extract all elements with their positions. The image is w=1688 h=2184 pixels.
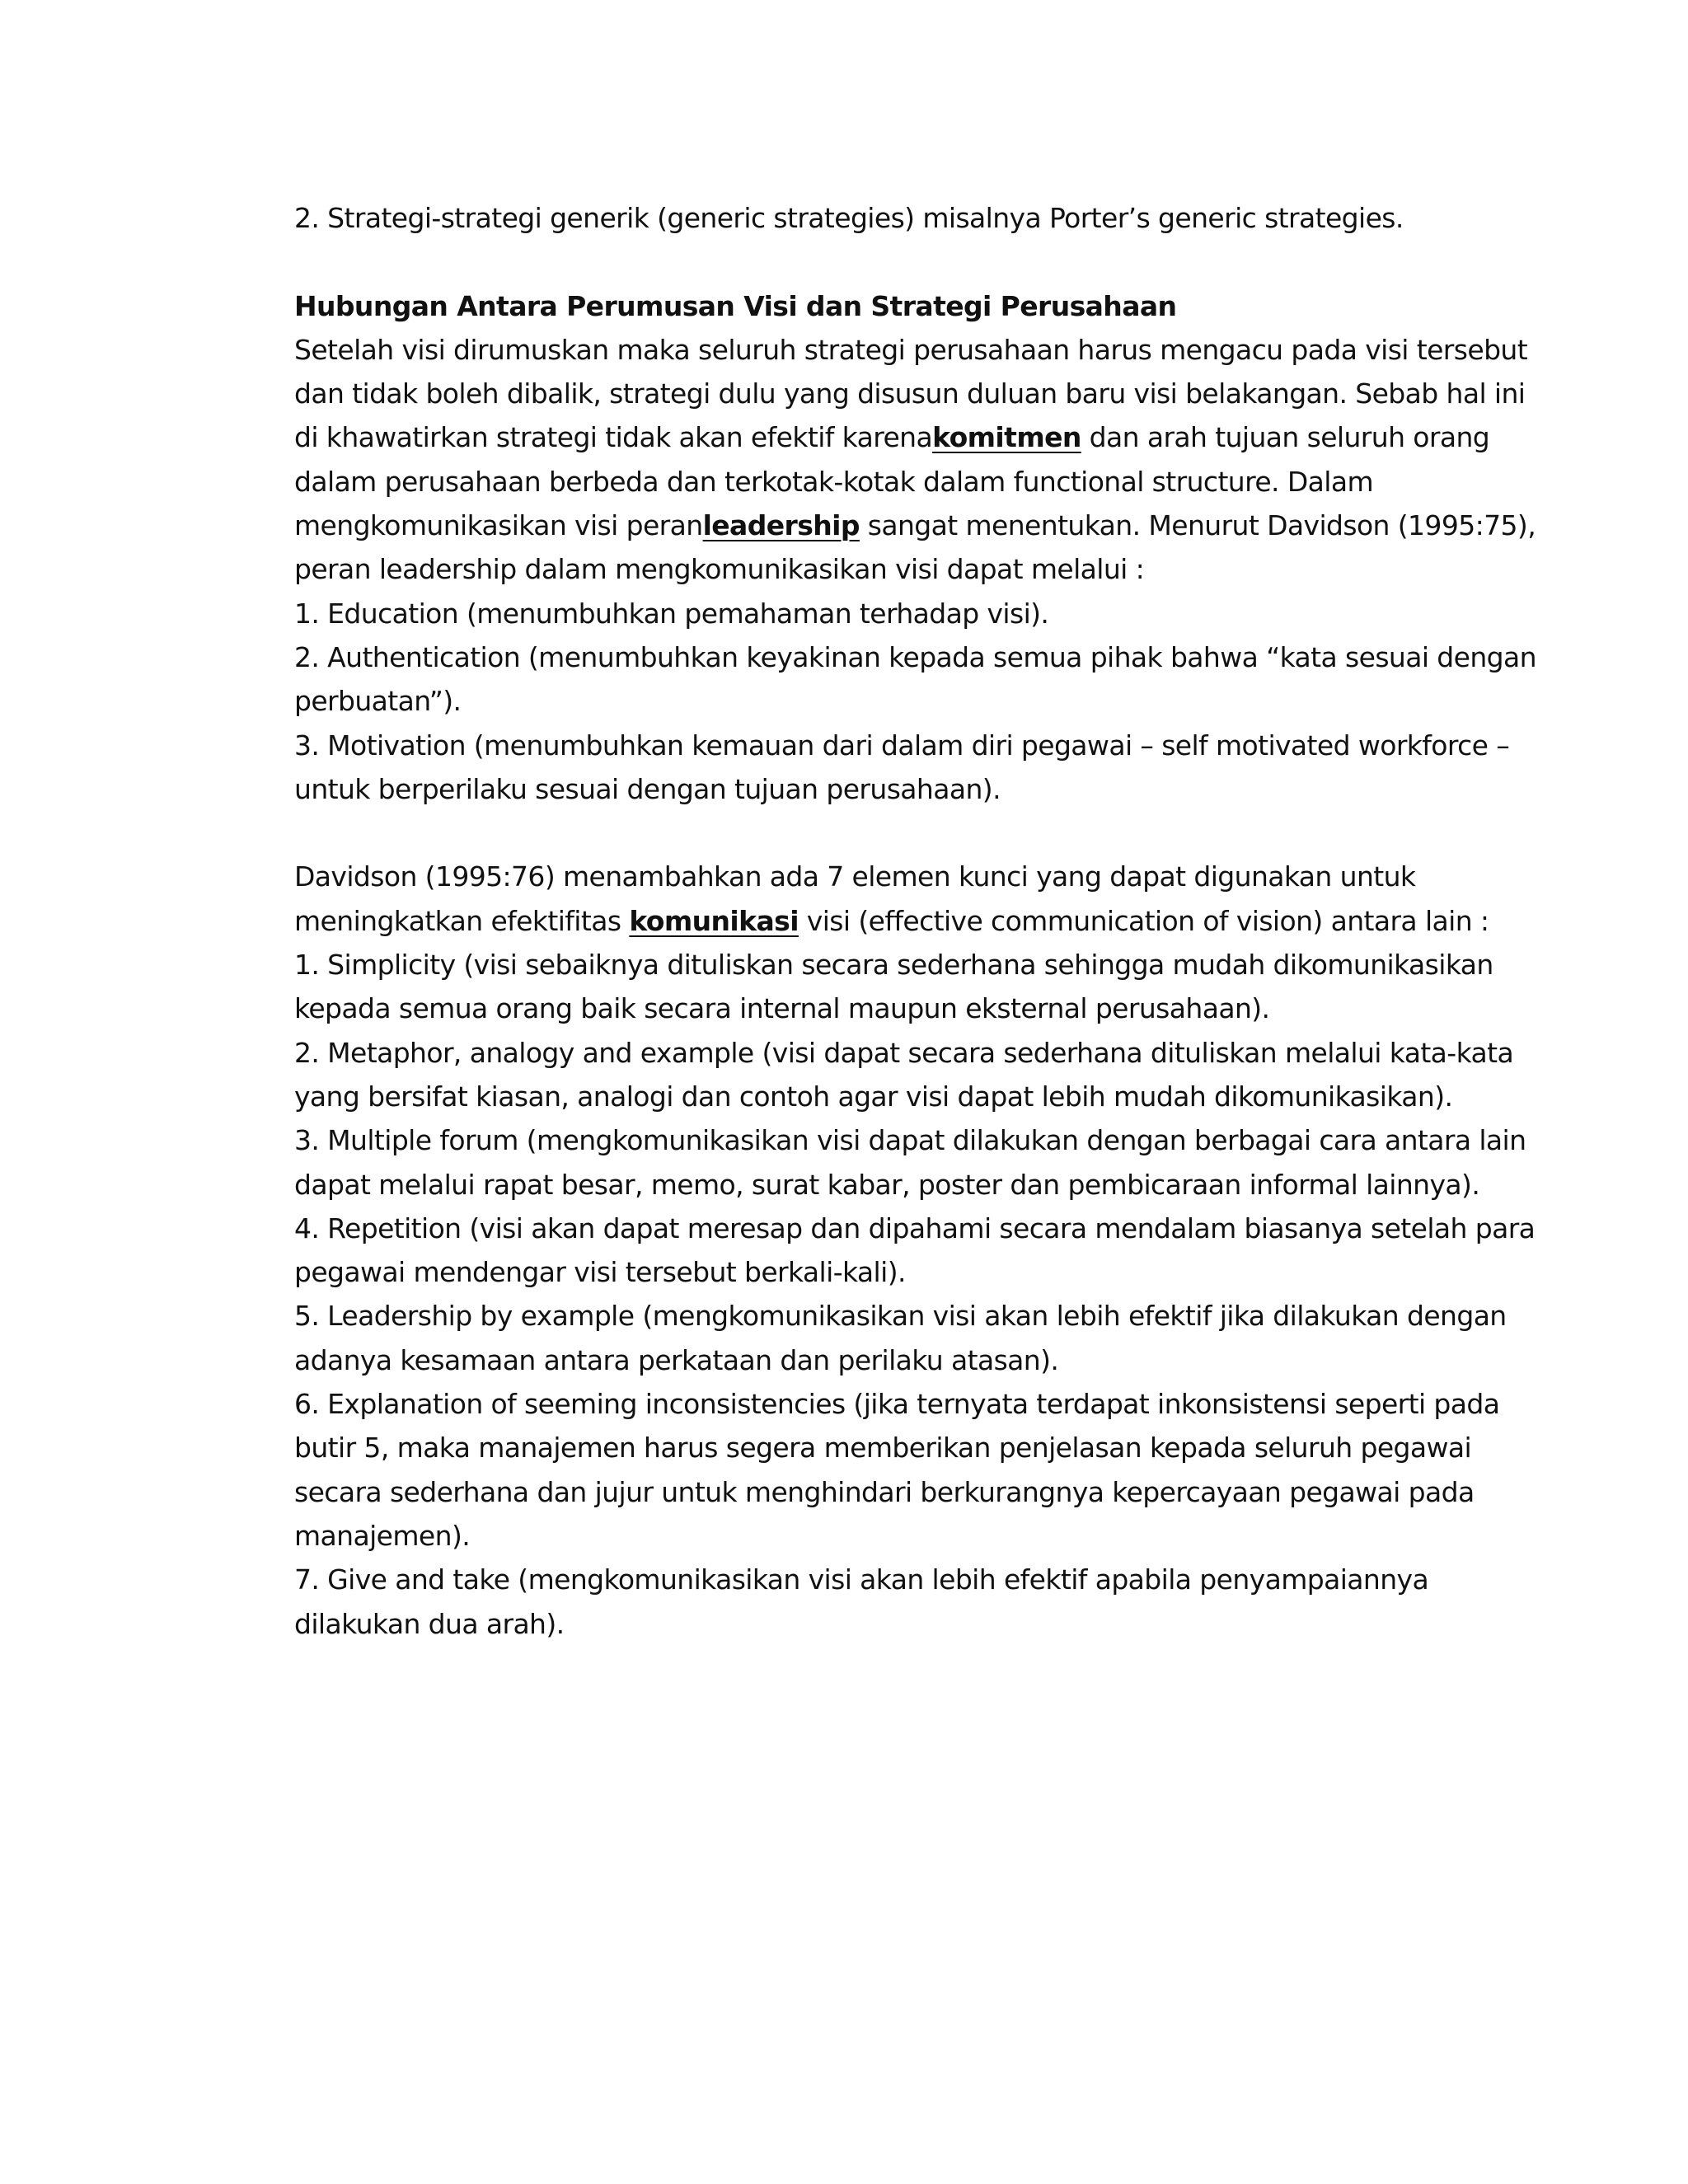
paragraph-line: peran leadership dalam mengkomunikasikan visi dapat melalui : (294, 553, 1145, 586)
list-item-continuation: dilakukan dua arah). (294, 1607, 565, 1640)
document-page (294, 196, 1536, 1646)
list-item-continuation: adanya kesamaan antara perkataan dan perilaku atasan). (294, 1343, 1059, 1376)
paragraph-line (294, 504, 1536, 547)
list-item: 2. Authentication (menumbuhkan keyakinan kepada semua pihak bahwa “kata sesuai dengan (294, 640, 1536, 673)
list-item: 5. Leadership by example (mengkomunikasikan visi akan lebih efektif jika dilakukan dengan (294, 1300, 1507, 1333)
list-item: 1. Education (menumbuhkan pemahaman terhadap visi). (294, 597, 1049, 630)
list-item-continuation: yang bersifat kiasan, analogi dan contoh agar visi dapat lebih mudah dikomunikasikan). (294, 1080, 1453, 1113)
list-item: 3. Multiple forum (mengkomunikasikan visi dapat dilakukan dengan berbagai cara antara lain (294, 1124, 1526, 1157)
text-run: di khawatirkan strategi tidak akan efektif karena (294, 421, 933, 454)
list-item: 6. Explanation of seeming inconsistencies (jika ternyata terdapat inkonsistensi seperti pada (294, 1388, 1500, 1421)
list-item-continuation: secara sederhana dan jujur untuk menghindari berkurangnya kepercayaan pegawai pada (294, 1475, 1475, 1508)
section-heading: Hubungan Antara Perumusan Visi dan Strategi Perusahaan (294, 289, 1177, 322)
list-item-continuation: perbuatan”). (294, 685, 462, 718)
intro-list-item: 2. Strategi-strategi generik (generic strategies) misalnya Porter’s generic strategies. (294, 202, 1404, 234)
paragraph-line: dan tidak boleh dibalik, strategi dulu yang disusun duluan baru visi belakangan. Sebab hal ini (294, 377, 1526, 410)
list-item-continuation: pegawai mendengar visi tersebut berkali-kali). (294, 1256, 906, 1289)
paragraph-spacer (294, 240, 1489, 284)
list-item-continuation: butir 5, maka manajemen harus segera memberikan penjelasan kepada seluruh pegawai (294, 1432, 1472, 1465)
paragraph-vision-strategy (294, 328, 1536, 592)
text-run: dan arah tujuan seluruh orang (1081, 421, 1490, 454)
list-item: 2. Metaphor, analogy and example (visi dapat secara sederhana dituliskan melalui kata-kata (294, 1036, 1514, 1069)
list-item-continuation: untuk berperilaku sesuai dengan tujuan perusahaan). (294, 772, 1001, 805)
paragraph-line: dalam perusahaan berbeda dan terkotak-kotak dalam functional structure. Dalam (294, 465, 1373, 498)
text-run: mengkomunikasikan visi peran (294, 509, 703, 542)
leadership-list (294, 592, 1536, 811)
paragraph-line (294, 415, 1489, 459)
list-item: 3. Motivation (menumbuhkan kemauan dari dalam diri pegawai – self motivated workforce – (294, 729, 1510, 762)
paragraph-davidson (294, 855, 1489, 943)
text-run: sangat menentukan. Menurut Davidson (1995:75), (859, 509, 1536, 542)
paragraph-line: Setelah visi dirumuskan maka seluruh strategi perusahaan harus mengacu pada visi tersebut (294, 333, 1528, 366)
list-item: 1. Simplicity (visi sebaiknya dituliskan secara sederhana sehingga mudah dikomunikasikan (294, 949, 1493, 982)
list-item-continuation: dapat melalui rapat besar, memo, surat kabar, poster dan pembicaraan informal lainnya). (294, 1168, 1480, 1201)
text-run: meningkatkan efektifitas (294, 904, 630, 937)
list-item: 4. Repetition (visi akan dapat meresap dan dipahami secara mendalam biasanya setelah para (294, 1212, 1536, 1244)
paragraph-spacer (294, 811, 1489, 855)
paragraph-line (294, 899, 1489, 943)
list-item: 7. Give and take (mengkomunikasikan visi akan lebih efektif apabila penyampaiannya (294, 1563, 1429, 1596)
text-run: visi (effective communication of vision) antara lain : (798, 904, 1489, 937)
komunikasi-link[interactable]: komunikasi (629, 904, 799, 937)
list-item-continuation: manajemen). (294, 1519, 471, 1552)
list-item-continuation: kepada semua orang baik secara internal maupun eksternal perusahaan). (294, 992, 1270, 1025)
leadership-link[interactable]: leadership (702, 509, 860, 542)
communication-elements-list (294, 943, 1536, 1646)
paragraph-line: Davidson (1995:76) menambahkan ada 7 elemen kunci yang dapat digunakan untuk (294, 860, 1416, 893)
komitmen-link[interactable]: komitmen (932, 421, 1081, 454)
